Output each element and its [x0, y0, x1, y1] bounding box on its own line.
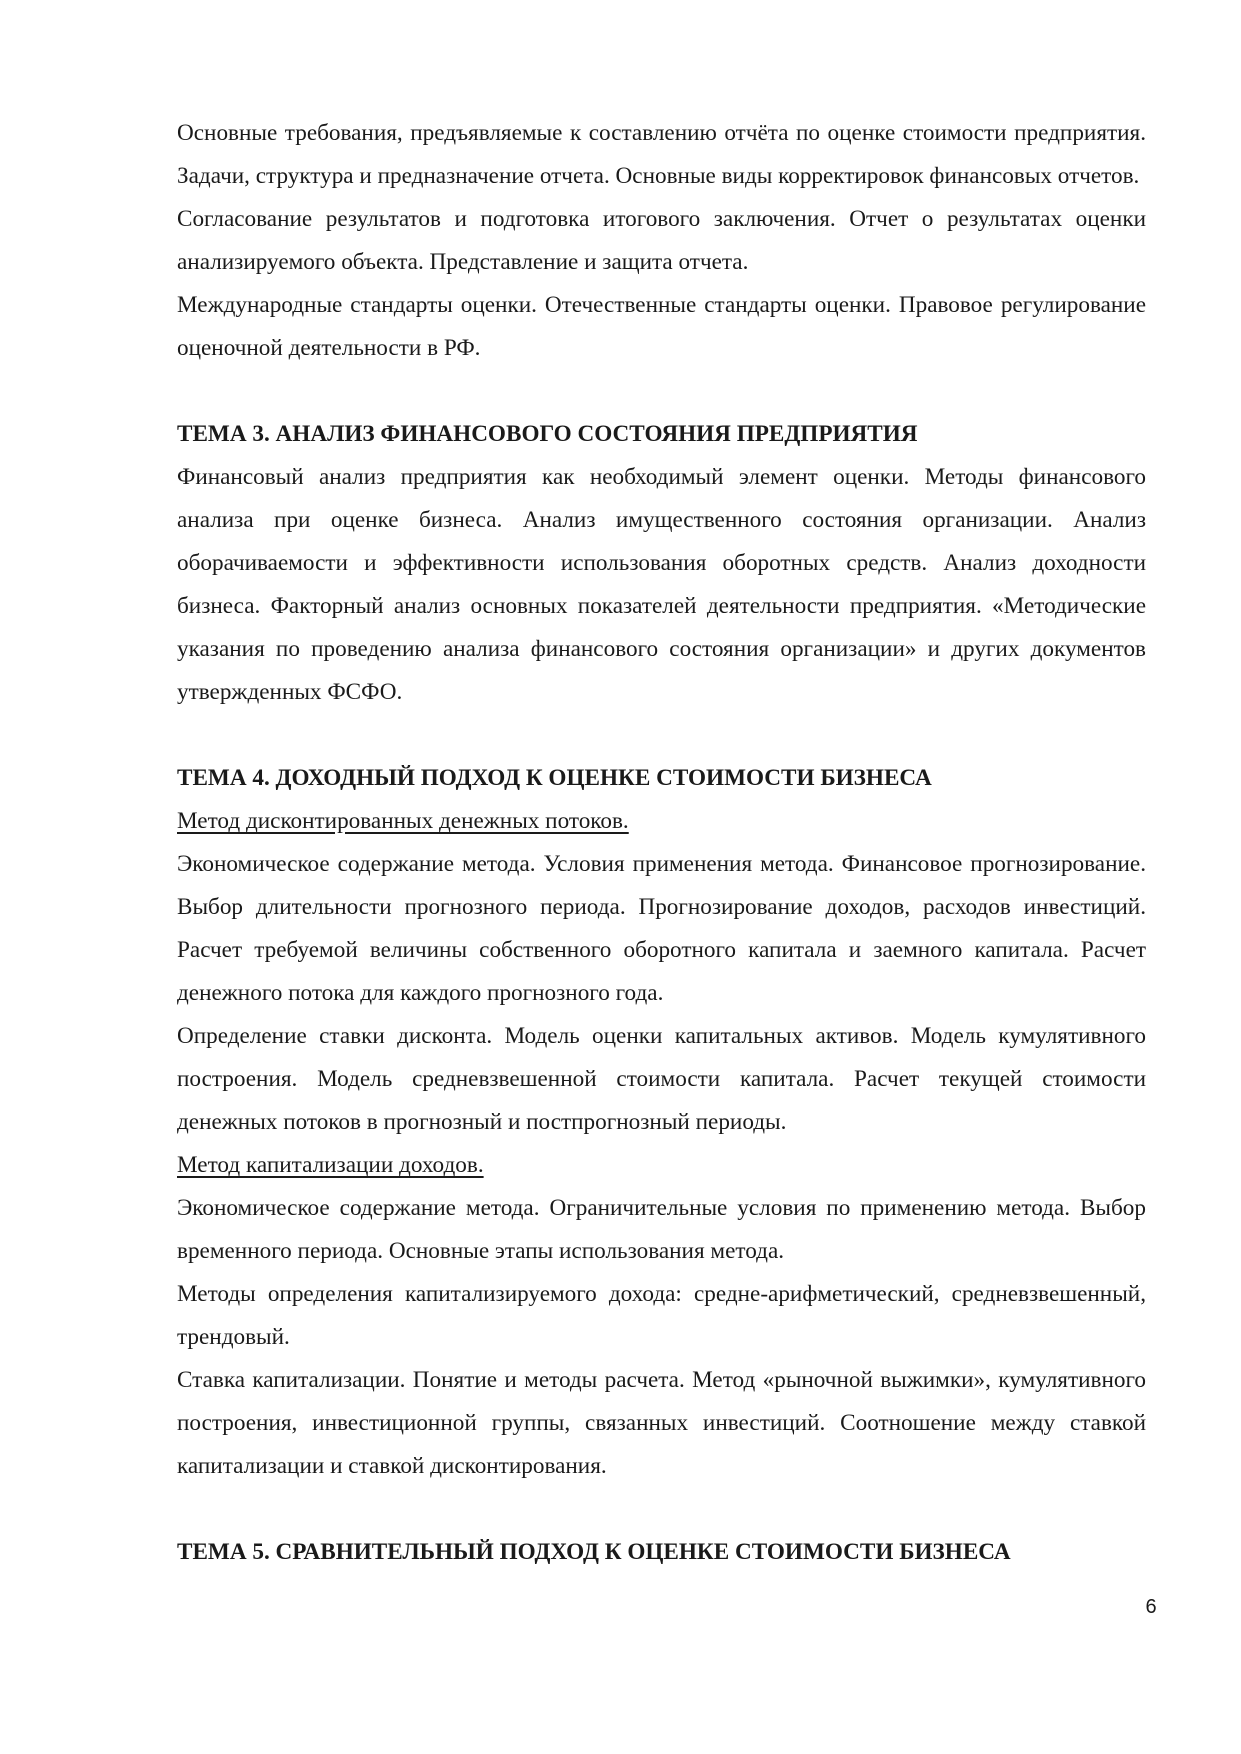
dcf-paragraph-2: Определение ставки дисконта. Модель оценки капитальных активов. Модель кумулятивного построения. Модель средневзвешенной стоимости капитала. Расчет текущей стоимости денежных потоков в прогнозный и постпрогнозный периоды.	[177, 1023, 1146, 1135]
dcf-paragraph-1: Экономическое содержание метода. Условия применения метода. Финансовое прогнозирование. Выбор длительности прогнозного периода. Прогнозирование доходов, расходов инвестиций. Расчет требуемой величины собственного оборотного капитала и заемного капитала. Расчет денежного потока для каждого прогнозного года.	[177, 851, 1146, 1006]
intro-paragraph-1: Основные требования, предъявляемые к составлению отчёта по оценке стоимости предприятия. Задачи, структура и предназначение отчета. Основные виды корректировок финансовых отчетов.	[177, 120, 1146, 189]
capitalization-paragraph-3: Ставка капитализации. Понятие и методы расчета. Метод «рыночной выжимки», кумулятивного построения, инвестиционной группы, связанных инвестиций. Соотношение между ставкой капитализации и ставкой дисконтирования.	[177, 1367, 1146, 1479]
topic4-heading: ТЕМА 4. ДОХОДНЫЙ ПОДХОД К ОЦЕНКЕ СТОИМОСТИ БИЗНЕСА	[177, 765, 932, 791]
intro-paragraph-3: Международные стандарты оценки. Отечественные стандарты оценки. Правовое регулирование оценочной деятельности в РФ.	[177, 292, 1146, 361]
capitalization-subheading: Метод капитализации доходов.	[177, 1152, 484, 1178]
dcf-subheading: Метод дисконтированных денежных потоков.	[177, 808, 629, 834]
topic3-heading: ТЕМА 3. АНАЛИЗ ФИНАНСОВОГО СОСТОЯНИЯ ПРЕДПРИЯТИЯ	[177, 421, 918, 447]
document-page	[177, 112, 1146, 1574]
page-number: 6	[1145, 1596, 1157, 1618]
capitalization-paragraph-2: Методы определения капитализируемого дохода: средне-арифметический, средневзвешенный, трендовый.	[177, 1281, 1146, 1350]
topic5-heading: ТЕМА 5. СРАВНИТЕЛЬНЫЙ ПОДХОД К ОЦЕНКЕ СТОИМОСТИ БИЗНЕСА	[177, 1539, 1011, 1565]
capitalization-paragraph-1: Экономическое содержание метода. Ограничительные условия по применению метода. Выбор временного периода. Основные этапы использования метода.	[177, 1195, 1146, 1264]
topic3-paragraph-1: Финансовый анализ предприятия как необходимый элемент оценки. Методы финансового анализа при оценке бизнеса. Анализ имущественного состояния организации. Анализ оборачиваемости и эффективности использования оборотных средств. Анализ доходности бизнеса. Факторный анализ основных показателей деятельности предприятия. «Методические указания по проведению анализа финансового состояния организации» и других документов утвержденных ФСФО.	[177, 464, 1146, 705]
intro-paragraph-2: Согласование результатов и подготовка итогового заключения. Отчет о результатах оценки анализируемого объекта. Представление и защита отчета.	[177, 206, 1146, 275]
